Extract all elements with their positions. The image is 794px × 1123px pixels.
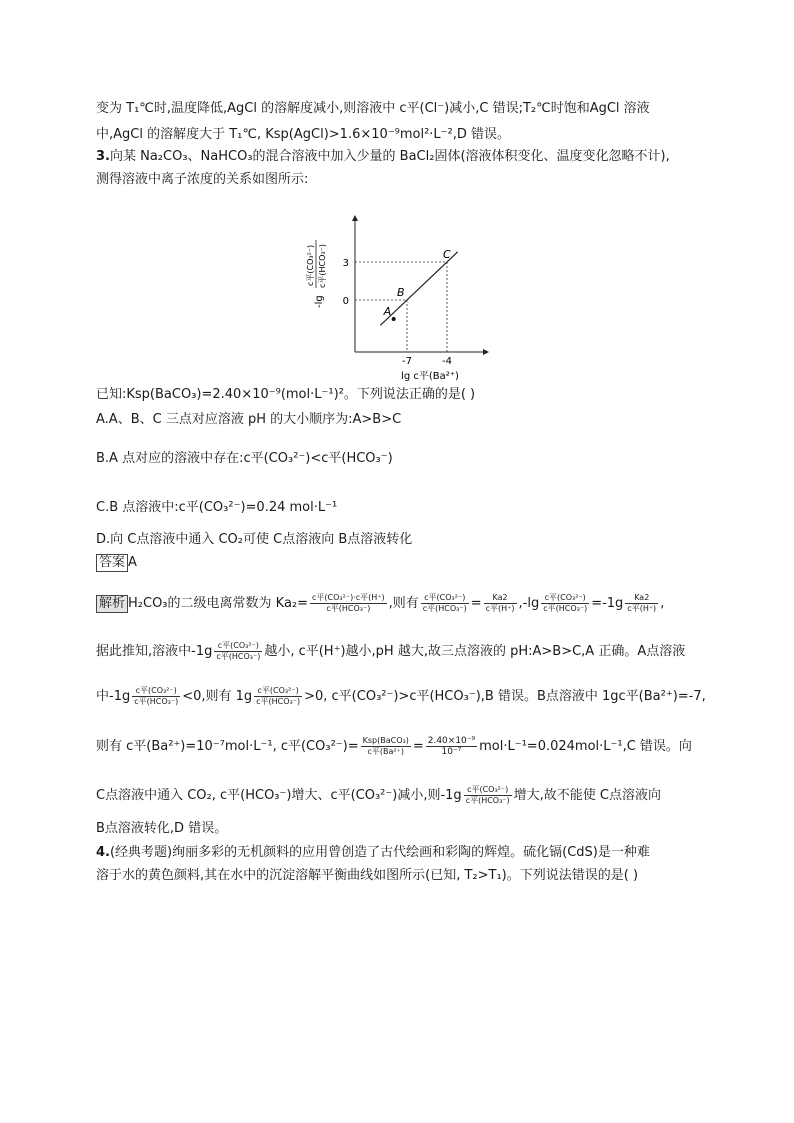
analysis-text: =-1g — [591, 596, 624, 611]
analysis-text: 增大,故不能使 C点溶液向 — [513, 788, 661, 803]
q3-option-c: C.B 点溶液中:c平(CO₃²⁻)=0.24 mol·L⁻¹ — [96, 500, 338, 515]
ksp-fraction: $\frac{\text{Ksp(BaCO₃)}}{\text{c平(Ba²⁺)}}$ — [362, 736, 409, 756]
q3-option-d: D.向 C点溶液中通入 CO₂可使 C点溶液向 B点溶液转化 — [96, 532, 413, 547]
point-A-dot — [392, 317, 396, 321]
ratio-fraction: $\frac{\text{c平(CO₃²⁻)}}{\text{c平(HCO₃⁻)}}$ — [256, 686, 301, 706]
analysis-text: >0, c平(CO₃²⁻)>c平(HCO₃⁻),B 错误。B点溶液中 1gc平(Ba²⁺)=-7, — [304, 689, 706, 704]
ratio-fraction: $\frac{\text{c平(CO₃²⁻)}}{\text{c平(HCO₃⁻)}}$ — [134, 686, 179, 706]
analysis-text: <0,则有 1g — [182, 689, 253, 704]
q4-stem-line-2: 溶于水的黄色颜料,其在水中的沉淀溶解平衡曲线如图所示(已知, T₂>T₁)。下列说法错误的是( ) — [96, 868, 639, 883]
q3-stem-text-1: 向某 Na₂CO₃、NaHCO₃的混合溶液中加入少量的 BaCl₂固体(溶液体积变化、温度变化忽略不计), — [109, 149, 670, 164]
analysis-text: H₂CO₃的二级电离常数为 Ka₂= — [128, 596, 309, 611]
q3-option-b: B.A 点对应的溶液中存在:c平(CO₃²⁻)<c平(HCO₃⁻) — [96, 451, 393, 466]
q3-known: 已知:Ksp(BaCO₃)=2.40×10⁻⁹(mol·L⁻¹)²。下列说法正确的是( ) — [96, 387, 476, 402]
analysis-line-5 — [96, 784, 661, 808]
ka2-h-fraction: $\frac{Ka2}{\text{c平(H⁺)}}$ — [485, 593, 515, 613]
analysis-text: 则有 c平(Ba²⁺)=10⁻⁷mol·L⁻¹, c平(CO₃²⁻)= — [96, 739, 359, 754]
ratio-fraction: $\frac{\text{c平(CO₃²⁻)}}{\text{c平(HCO₃⁻)}}$ — [465, 785, 510, 805]
y-axis-label-lg: -lg — [314, 295, 325, 308]
q4-number: 4. — [96, 845, 110, 860]
analysis-line-3 — [96, 685, 706, 709]
analysis-text: 越小, c平(H⁺)越小,pH 越大,故三点溶液的 pH:A>B>C,A 正确。A点溶液 — [264, 644, 686, 659]
ka2-h-fraction: $\frac{Ka2}{\text{c平(H⁺)}}$ — [627, 593, 657, 613]
q3-number: 3. — [96, 149, 110, 164]
q4-stem-text-1: (经典考题)绚丽多彩的无机颜料的应用曾创造了古代绘画和彩陶的辉煌。硫化镉(CdS)是一种难 — [109, 845, 650, 860]
analysis-text: ,则有 — [388, 596, 419, 611]
q3-option-a: A.A、B、C 三点对应溶液 pH 的大小顺序为:A>B>C — [96, 412, 402, 427]
point-label-A: A — [383, 305, 392, 318]
analysis-line-6: B点溶液转化,D 错误。 — [96, 821, 228, 836]
q3-answer-row — [96, 554, 137, 572]
point-label-C: C — [443, 248, 451, 261]
q3-chart — [300, 208, 500, 386]
y-axis-label-num: c平(CO₃²⁻) — [306, 244, 315, 286]
q3-stem-line-2: 测得溶液中离子浓度的关系如图所示: — [96, 172, 309, 187]
q4-stem-line-1 — [96, 844, 650, 862]
analysis-text: 中-1g — [96, 689, 131, 704]
ratio-fraction: $\frac{\text{c平(CO₃²⁻)}}{\text{c平(HCO₃⁻)}}$ — [216, 641, 261, 661]
analysis-text: = — [412, 739, 424, 754]
analysis-text: = — [470, 596, 482, 611]
prev-text-line-2: 中,AgCl 的溶解度大于 T₁℃, Ksp(AgCl)>1.6×10⁻⁹mol²·L⁻²,D 错误。 — [96, 127, 511, 142]
value-fraction: $\frac{\text{2.40×10⁻⁹}}{\text{10⁻⁷}}$ — [427, 736, 476, 757]
analysis-text: C点溶液中通入 CO₂, c平(HCO₃⁻)增大、c平(CO₃²⁻)减小,则-1g — [96, 788, 462, 803]
y-tick-label: 0 — [342, 296, 349, 307]
analysis-line-2 — [96, 640, 685, 664]
analysis-line-1 — [96, 592, 664, 616]
x-tick-label: -7 — [402, 356, 412, 367]
ratio-fraction: $\frac{\text{c平(CO₃²⁻)}}{\text{c平(HCO₃⁻)}}$ — [422, 593, 467, 613]
analysis-label: 解析 — [96, 595, 128, 613]
y-tick-label: 3 — [342, 258, 349, 269]
analysis-text: 据此推知,溶液中-1g — [96, 644, 213, 659]
point-label-B: B — [397, 286, 405, 299]
x-tick-label: -4 — [442, 356, 452, 367]
y-axis-label-den: c平(HCO₃⁻) — [318, 244, 327, 288]
x-axis-label: lg c平(Ba²⁺) — [401, 371, 459, 382]
ratio-fraction: $\frac{\text{c平(CO₃²⁻)}}{\text{c平(HCO₃⁻)}}$ — [543, 593, 588, 613]
q3-stem-line-1 — [96, 148, 670, 166]
analysis-text: ,-lg — [518, 596, 540, 611]
prev-text-line-1: 变为 T₁℃时,温度降低,AgCl 的溶解度减小,则溶液中 c平(Cl⁻)减小,C 错误;T₂℃时饱和AgCl 溶液 — [96, 101, 650, 116]
ka2-fraction: $\frac{\text{c平(CO₃²⁻)·c平(H⁺)}}{\text{c平(HCO₃⁻)}}$ — [312, 593, 385, 613]
analysis-text: , — [660, 596, 665, 611]
analysis-line-4 — [96, 735, 692, 759]
analysis-text: mol·L⁻¹=0.024mol·L⁻¹,C 错误。向 — [479, 739, 692, 754]
series-line — [380, 252, 457, 325]
answer-label: 答案 — [96, 554, 128, 572]
answer-value: A — [128, 555, 137, 570]
